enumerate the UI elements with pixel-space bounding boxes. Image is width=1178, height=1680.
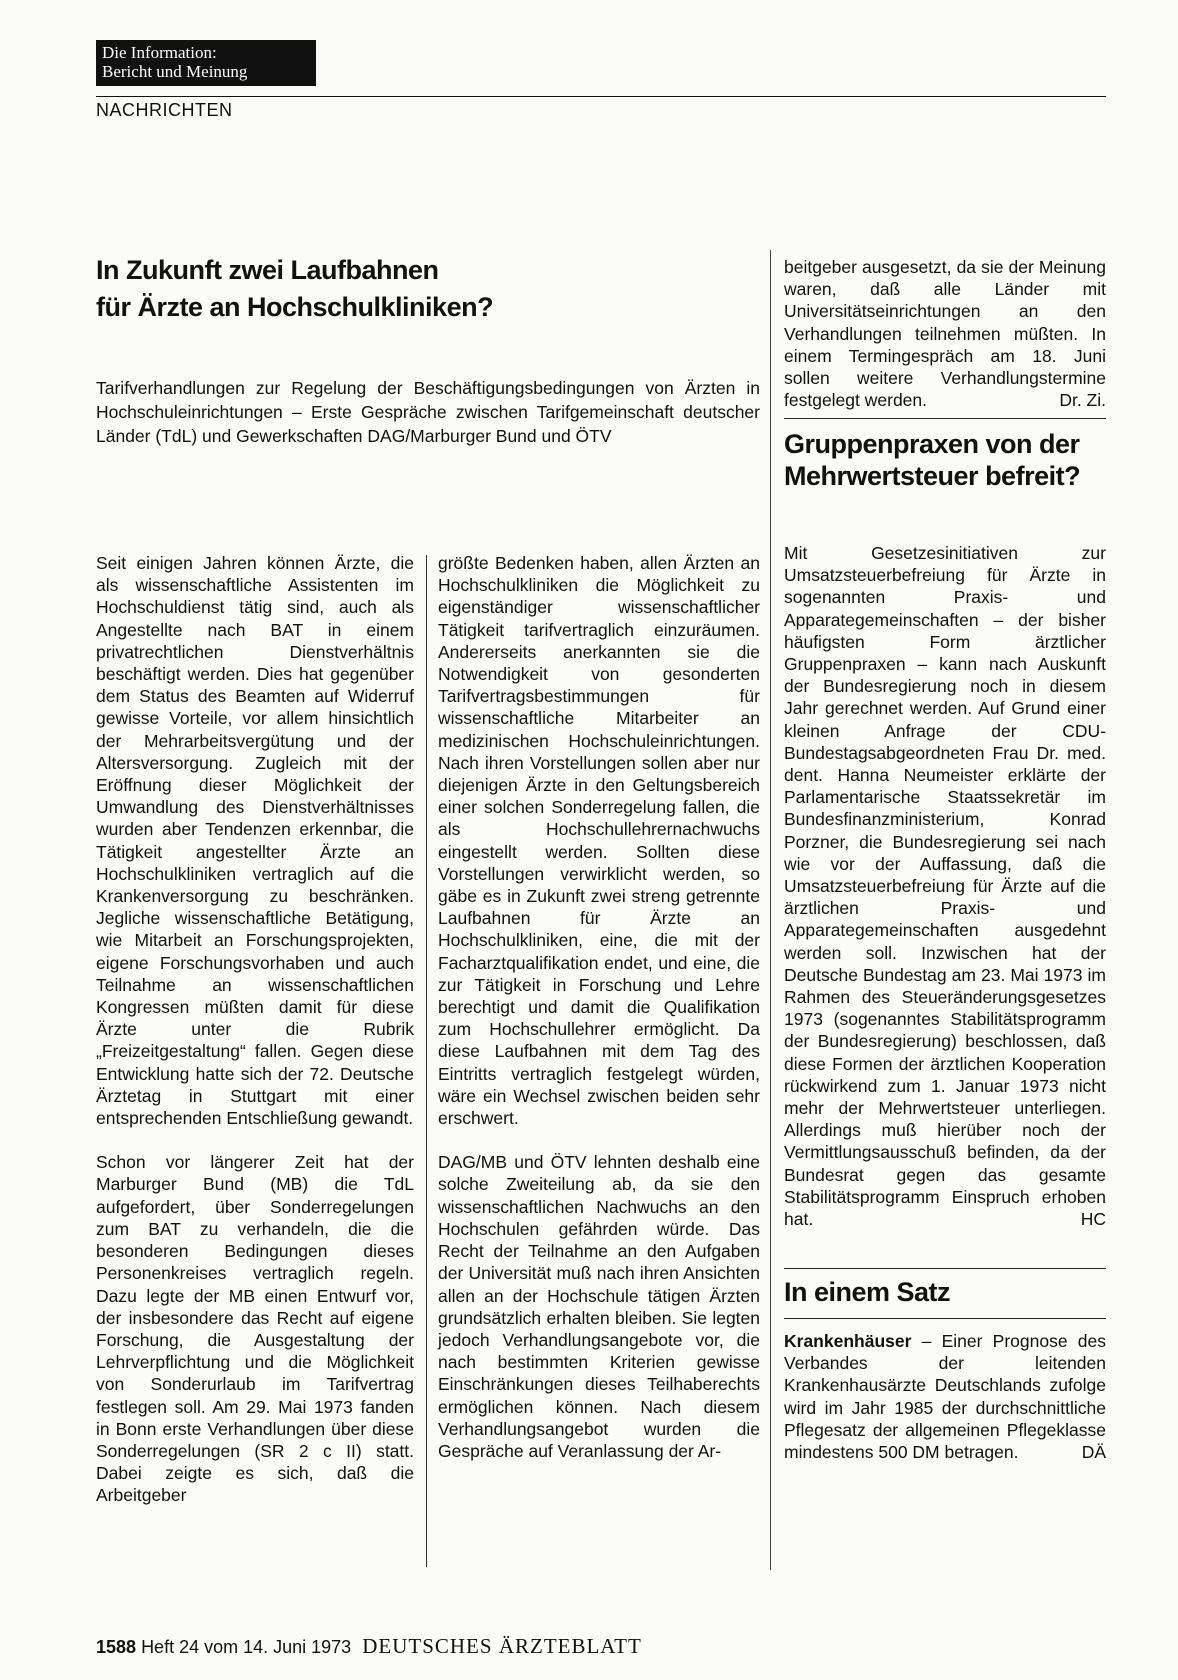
article3-text: – Einer Prognose des Verbandes der leitenden Krankenhausärzte Deutschlands zufolge wird im Jahr 1985 der durchschnittliche Pflegesatz der allgemeinen Pflegeklasse mindestens 500 DM betragen. (784, 1331, 1106, 1463)
paragraph (784, 1330, 1106, 1463)
series-label-line1: Die Information: (102, 43, 217, 62)
column-divider (426, 555, 427, 1567)
byline: Dr. Zi. (1059, 390, 1106, 411)
paragraph (784, 542, 1106, 1230)
issue-info: Heft 24 vom 14. Juni 1973 (141, 1637, 352, 1657)
paragraph: DAG/MB und ÖTV lehnten deshalb eine solche Zweiteilung ab, da sie den wissenschaftlichen Nachwuchs an den Hochschulen gefährden würde. Das Recht der Teilnahme an den Aufgaben der Universität muß nach ihren Ansichten allen an der Hochschule tätigen Ärzten grundsätzlich erhalten bleiben. Sie legten jedoch Verhandlungsangebote vor, die nach bestimmten Kriterien gewisse Einschränkungen dieses Teilhaberechts ermöglichen können. Nach diesem Verhandlungsangebot wurden die Gespräche auf Veranlassung der Ar- (438, 1152, 760, 1461)
article-title-line2: für Ärzte an Hochschulkliniken? (96, 292, 494, 322)
article-subhead: Tarifverhandlungen zur Regelung der Beschäftigungsbedingungen von Ärzten in Hochschuleinrichtungen – Erste Gespräche zwischen Tarifgemeinschaft deutscher Länder (TdL) und Gewerkschaften DAG/Marburger Bund und ÖTV (96, 378, 760, 446)
article-column-3-continuation (784, 256, 1106, 411)
article-column-1 (96, 552, 414, 1507)
page-number: 1588 (96, 1637, 137, 1657)
article3-body (784, 1330, 1106, 1463)
header-rule (96, 96, 1106, 97)
article3-title: In einem Satz (784, 1277, 951, 1307)
article2-title: Gruppenpraxen von der Mehrwertsteuer befreit? (784, 429, 1081, 491)
paragraph: Seit einigen Jahren können Ärzte, die als wissenschaftliche Assistenten im Hochschuldienst tätig sind, auch als Angestellte nach BAT in einem privatrechtlichen Dienstverhältnis beschäftigt werden. Dies hat gegenüber dem Status des Beamten auf Widerruf gewisse Vorteile, vor allem hinsichtlich der Mehrarbeitsvergütung und der Altersversorgung. Zugleich mit der Eröffnung dieser Möglichkeit der Umwandlung des Dienstverhältnisses wurden aber Tendenzen erkennbar, die Tätigkeit angestellter Ärzte an Hochschulkliniken vertraglich auf die Krankenversorgung zu beschränken. Jegliche wissenschaftliche Betätigung, wie Mitarbeit an Forschungsprojekten, eigene Forschungsvorhaben und auch Teilnahme an wissenschaftlichen Kongressen müßten damit für diese Ärzte unter die Rubrik „Freizeitgestaltung“ fallen. Gegen diese Entwicklung hatte sich der 72. Deutsche Ärztetag in Stuttgart mit einer entsprechenden Entschließung gewandt. (96, 553, 414, 1129)
section-label: NACHRICHTEN (96, 100, 233, 120)
section-rule (784, 1318, 1106, 1319)
series-label (96, 40, 316, 86)
paragraph: Schon vor längerer Zeit hat der Marburger Bund (MB) die TdL aufgefordert, über Sonderregelungen zum BAT zu verhandeln, die die besonderen Bedingungen dieses Personenkreises vertraglich regeln. Dazu legte der MB einen Entwurf vor, der insbesondere das Recht auf eigene Forschung, die Ausgestaltung der Lehrverpflichtung und die Möglichkeit von Sonderurlaub im Tarifvertrag festlegen soll. Am 29. Mai 1973 fanden in Bonn erste Verhandlungen über diese Sonderregelungen (SR 2 c II) statt. Dabei zeigte es sich, daß die Arbeitgeber (96, 1152, 414, 1506)
continuation-text: beitgeber ausgesetzt, da sie der Meinung waren, daß alle Länder mit Universitätseinrichtungen an den Verhandlungen teilnehmen müßten. In einem Termingespräch am 18. Juni sollen weitere Verhandlungstermine festgelegt werden. (784, 257, 1106, 411)
page-footer (96, 1634, 642, 1659)
byline: HC (1080, 1209, 1106, 1230)
section-rule (784, 1268, 1106, 1269)
paragraph: größte Bedenken haben, allen Ärzten an Hochschulkliniken die Möglichkeit zu eigenständiger wissenschaftlicher Tätigkeit tarifvertraglich einzuräumen. Andererseits anerkannten sie die Notwendigkeit von gesonderten Tarifvertragsbestimmungen für wissenschaftliche Mitarbeiter an medizinischen Hochschuleinrichtungen. Nach ihren Vorstellungen sollen aber nur diejenigen Ärzte in den Geltungsbereich einer solchen Sonderregelung fallen, die als Hochschullehrernachwuchs eingestellt werden. Sollten diese Vorstellungen verwirklicht werden, so gäbe es in Zukunft zwei streng getrennte Laufbahnen für Ärzte an Hochschulkliniken, eine, die mit der Facharztqualifikation endet, und eine, die zur Tätigkeit in Forschung und Lehre berechtigt und damit die Qualifikation zum Hochschullehrer ermöglicht. Da diese Laufbahnen mit dem Tag des Eintritts vertraglich festgelegt würden, wäre ein Wechsel zwischen beiden sehr erschwert. (438, 553, 760, 1129)
section-rule (784, 418, 1106, 419)
magazine-name: DEUTSCHES ÄRZTEBLATT (362, 1634, 642, 1658)
column-divider (770, 250, 771, 1570)
paragraph (784, 256, 1106, 411)
article-title (96, 252, 716, 326)
article-title-line1: In Zukunft zwei Laufbahnen (96, 255, 439, 285)
series-label-line2: Bericht und Meinung (102, 62, 248, 81)
article2-body (784, 542, 1106, 1230)
article3-lead: Krankenhäuser (784, 1331, 912, 1351)
byline: DÄ (1081, 1442, 1106, 1463)
article2-text: Mit Gesetzesinitiativen zur Umsatzsteuerbefreiung für Ärzte in sogenannten Praxis- und Apparategemeinschaften – der bisher häufigsten Form ärztlicher Gruppenpraxen – kann nach Auskunft der Bundesregierung noch in diesem Jahr gerechnet werden. Auf Grund einer kleinen Anfrage der CDU-Bundestagsabgeordneten Frau Dr. med. dent. Hanna Neumeister erklärte der Parlamentarische Staatssekretär im Bundesfinanzministerium, Konrad Porzner, die Bundesregierung sei nach wie vor der Auffassung, daß die Umsatzsteuerbefreiung für Ärzte auf die ärztlichen Praxis- und Apparategemeinschaften ausgedehnt werden soll. Inzwischen hat der Deutsche Bundestag am 23. Mai 1973 im Rahmen des Steueränderungsgesetzes 1973 (sogenanntes Stabilitätsprogramm der Bundesregierung) beschlossen, daß diese Formen der ärztlichen Kooperation rückwirkend zum 1. Januar 1973 nicht mehr der Mehrwertsteuer unterliegen. Allerdings muß hierüber noch der Vermittlungsausschuß befinden, da der Bundesrat gegen das gesamte Stabilitätsprogramm Einspruch erhoben hat. (784, 543, 1106, 1230)
article-column-2 (438, 552, 760, 1462)
